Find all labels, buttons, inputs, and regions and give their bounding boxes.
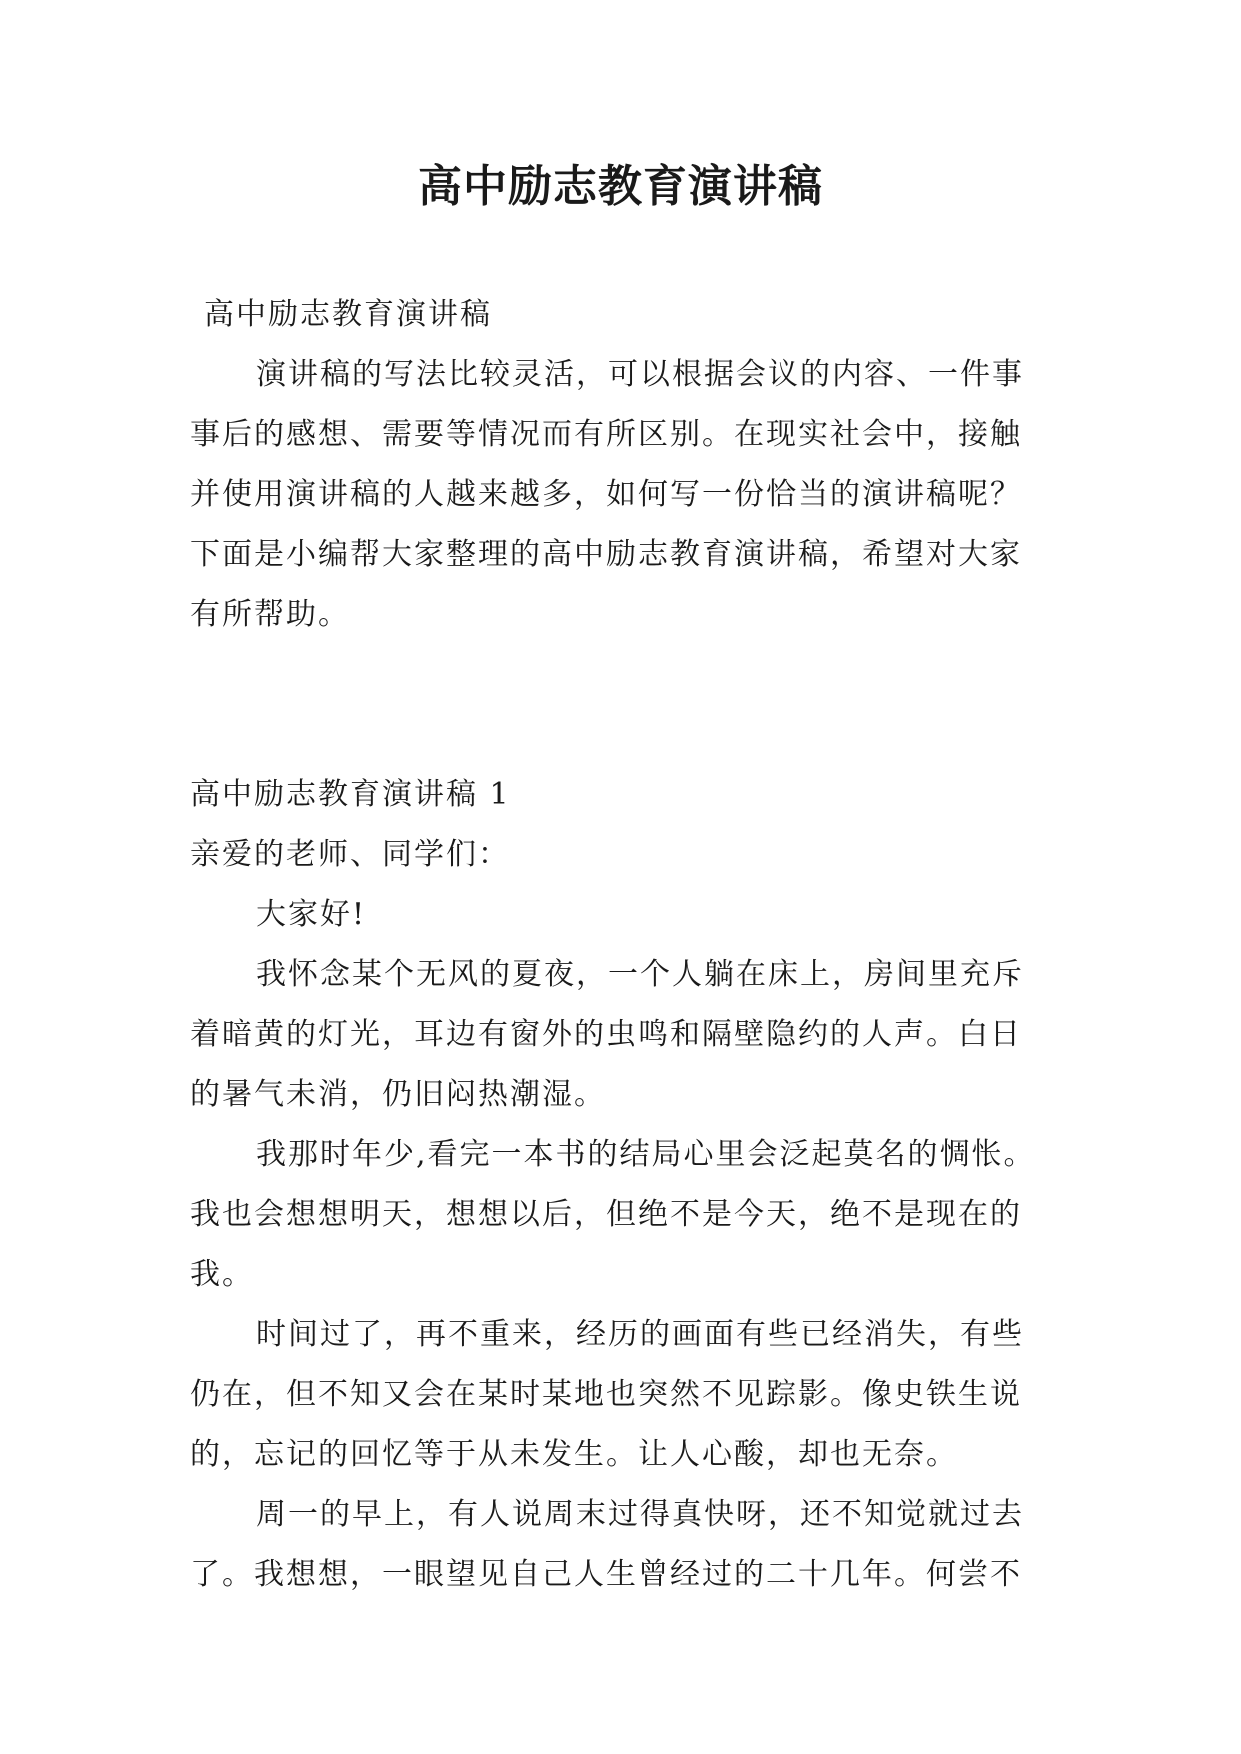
document-subtitle: 高中励志教育演讲稿	[204, 297, 492, 332]
section-spacer	[190, 645, 1065, 765]
paragraph-line: 周一的早上，有人说周末过得真快呀，还不知觉就过去	[256, 1497, 1024, 1532]
intro-line: 并使用演讲稿的人越来越多，如何写一份恰当的演讲稿呢？	[190, 477, 1022, 512]
paragraph-line: 我。	[190, 1257, 254, 1292]
paragraph-line: 了。我想想，一眼望见自己人生曾经过的二十几年。何尝不	[190, 1557, 1022, 1592]
paragraph-line: 的暑气未消，仍旧闷热潮湿。	[190, 1077, 606, 1112]
paragraph-line: 我也会想想明天，想想以后，但绝不是今天，绝不是现在的	[190, 1197, 1022, 1232]
intro-line: 有所帮助。	[190, 597, 350, 632]
document-body	[190, 285, 1065, 1605]
document-title: 高中励志教育演讲稿	[418, 161, 823, 212]
paragraph-line: 仍在，但不知又会在某时某地也突然不见踪影。像史铁生说	[190, 1377, 1022, 1412]
paragraph-line: 时间过了，再不重来，经历的画面有些已经消失，有些	[256, 1317, 1024, 1352]
paragraph-line: 着暗黄的灯光，耳边有窗外的虫鸣和隔壁隐约的人声。白日	[190, 1017, 1022, 1052]
intro-line: 演讲稿的写法比较灵活，可以根据会议的内容、一件事	[256, 357, 1024, 392]
intro-line: 下面是小编帮大家整理的高中励志教育演讲稿，希望对大家	[190, 537, 1022, 572]
paragraph-line: 的，忘记的回忆等于从未发生。让人心酸，却也无奈。	[190, 1437, 958, 1472]
section-heading: 高中励志教育演讲稿 1	[190, 777, 511, 812]
paragraph-line: 我怀念某个无风的夏夜，一个人躺在床上，房间里充斥	[256, 957, 1024, 992]
paragraph-line: 我那时年少,看完一本书的结局心里会泛起莫名的惆怅。	[256, 1137, 1036, 1172]
intro-line: 事后的感想、需要等情况而有所区别。在现实社会中，接触	[190, 417, 1022, 452]
salutation: 亲爱的老师、同学们：	[190, 837, 510, 872]
greeting: 大家好!	[256, 897, 367, 932]
